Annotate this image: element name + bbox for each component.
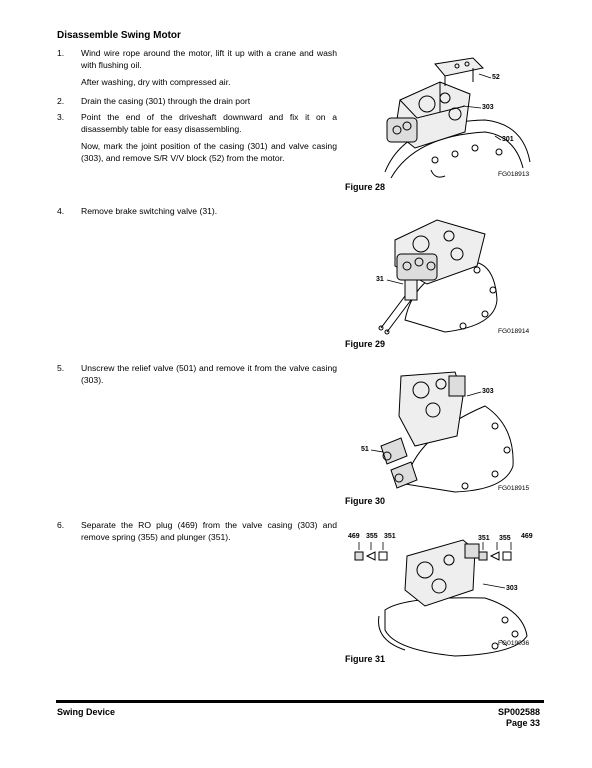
figure-caption: Figure 30 (345, 496, 386, 506)
step-number: 1. (57, 48, 65, 58)
step-number: 6. (57, 520, 65, 530)
footer-divider (56, 700, 544, 703)
footer-page-number: Page 33 (505, 718, 540, 728)
callout-label: 469 (521, 533, 533, 540)
step-text: Remove brake switching valve (31). (81, 206, 218, 216)
figure-code: FG019036 (498, 640, 530, 647)
step-number: 4. (57, 206, 65, 216)
figure-30 (345, 366, 545, 511)
figure-caption: Figure 28 (345, 182, 386, 192)
step-2 (57, 96, 337, 108)
section-title: Disassemble Swing Motor (57, 30, 181, 41)
figure-29 (345, 210, 545, 355)
step-subtext: Now, mark the joint position of the casing (301) and valve casing (303), and remove S/R V/V block (52) from the motor. (81, 141, 337, 163)
callout-label: 301 (502, 136, 514, 143)
step-number: 5. (57, 363, 65, 373)
footer-page-info (498, 707, 540, 729)
step-number: 3. (57, 112, 65, 122)
callout-label: 351 (478, 535, 490, 542)
swing-motor-illustration (345, 530, 545, 670)
step-subtext: After washing, dry with compressed air. (81, 77, 231, 88)
callout-label: 52 (492, 74, 500, 81)
callout-label: 355 (499, 535, 511, 542)
step-6 (57, 520, 337, 543)
footer-doc-number: SP002588 (497, 707, 540, 717)
figure-code: FG018915 (498, 485, 530, 492)
callout-label: 31 (376, 276, 384, 283)
step-1 (57, 48, 337, 89)
callout-label: 469 (348, 533, 360, 540)
step-text: Unscrew the relief valve (501) and remove it from the valve casing (303). (81, 363, 337, 385)
figure-caption: Figure 31 (345, 654, 386, 664)
callout-label: 303 (506, 585, 518, 592)
figure-code: FG018913 (498, 171, 530, 178)
figure-caption: Figure 29 (345, 339, 386, 349)
step-text: Separate the RO plug (469) from the valve casing (303) and remove spring (355) and plunger (351). (81, 520, 337, 542)
step-text: Point the end of the driveshaft downward and fix it on a disassembly table for easy disassembling. (81, 112, 337, 134)
step-text: Wind wire rope around the motor, lift it up with a crane and wash with flushing oil. (81, 48, 337, 70)
step-4 (57, 206, 337, 218)
callout-label: 51 (361, 446, 369, 453)
footer-section-name: Swing Device (57, 707, 116, 717)
callout-label: 355 (366, 533, 378, 540)
figure-code: FG018914 (498, 328, 530, 335)
figure-28 (345, 52, 545, 198)
callout-label: 351 (384, 533, 396, 540)
callout-label: 303 (482, 104, 494, 111)
figure-31 (345, 530, 545, 670)
step-3 (57, 112, 337, 164)
step-text: Drain the casing (301) through the drain port (81, 96, 251, 106)
callout-label: 303 (482, 388, 494, 395)
step-number: 2. (57, 96, 65, 106)
step-5 (57, 363, 337, 386)
